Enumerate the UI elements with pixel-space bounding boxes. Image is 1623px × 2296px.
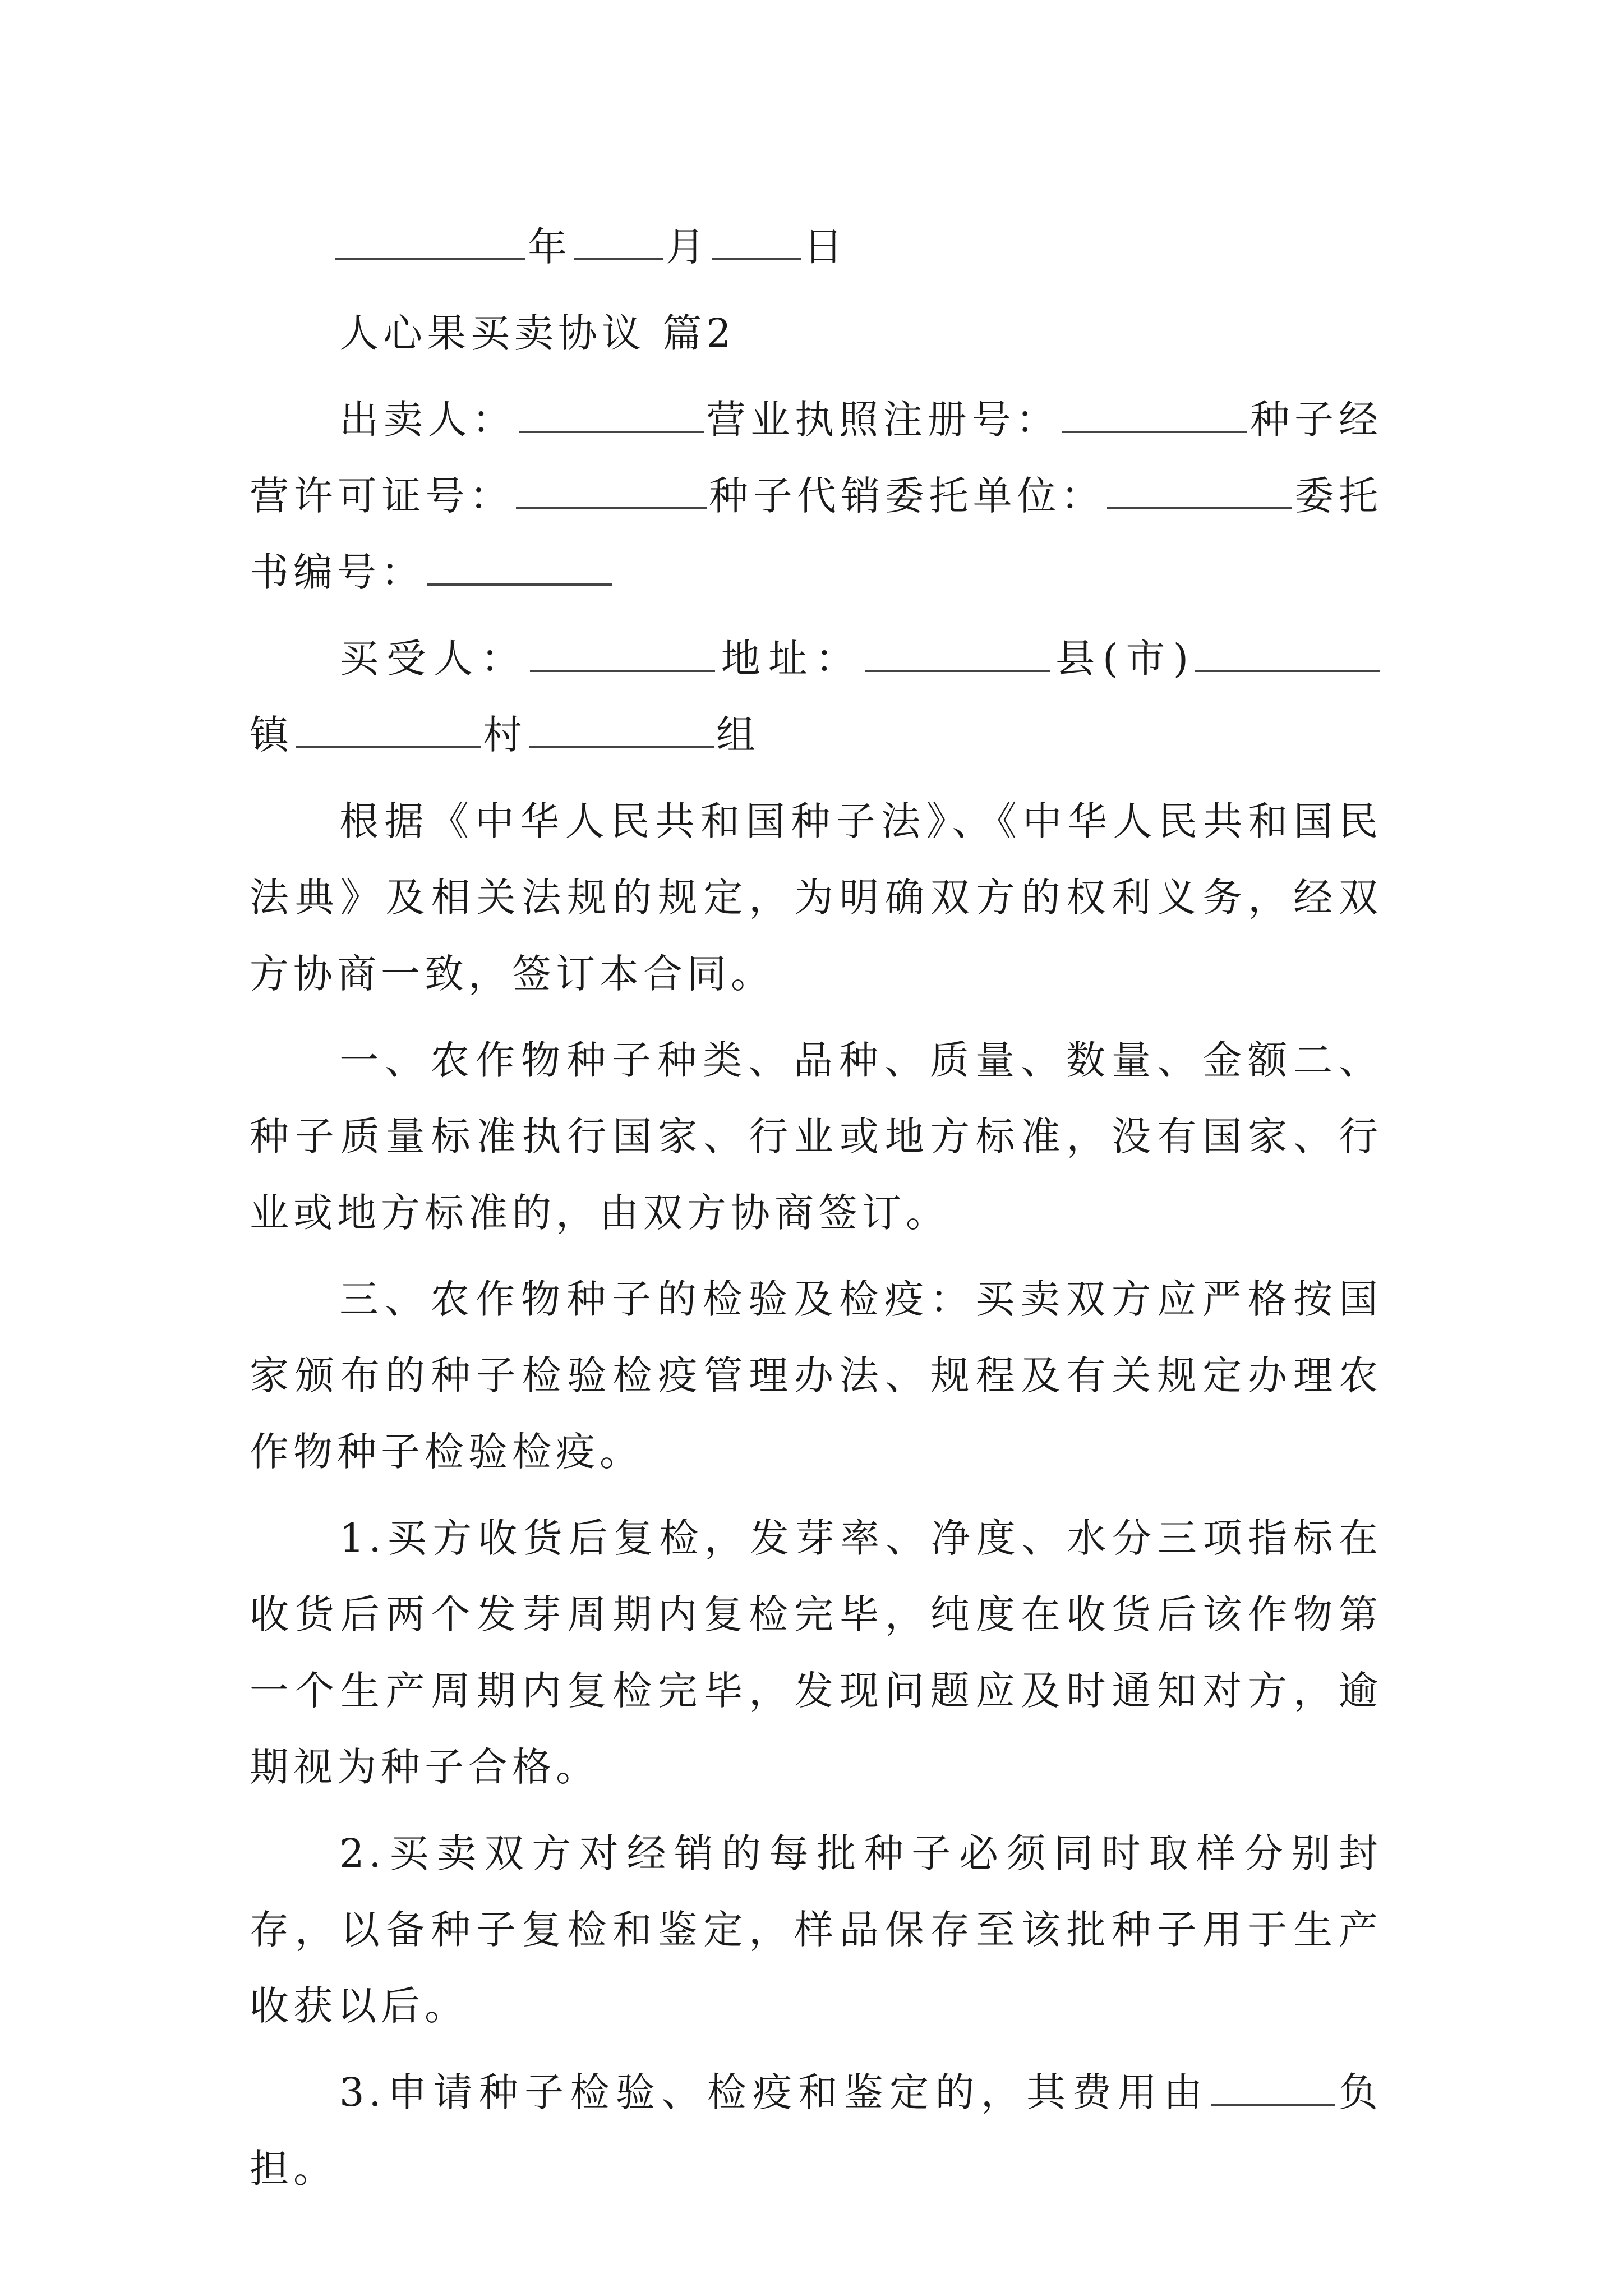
month-label: 月 bbox=[666, 224, 709, 270]
town-label: 镇 bbox=[250, 712, 293, 758]
year-blank[interactable] bbox=[335, 222, 525, 260]
town-blank[interactable] bbox=[296, 710, 481, 748]
buyer-info bbox=[250, 620, 1382, 773]
buyer-label: 买受人： bbox=[339, 636, 528, 682]
county-blank[interactable] bbox=[1195, 634, 1380, 672]
paragraph-clause-1-2: 一、农作物种子种类、品种、质量、数量、金额二、种子质量标准执行国家、行业或地方标准，没有国家、行业或地方标准的，由双方协商签订。 bbox=[250, 1037, 1382, 1236]
buyer-blank[interactable] bbox=[530, 634, 715, 672]
document-body bbox=[250, 209, 1382, 2217]
day-label: 日 bbox=[804, 224, 847, 270]
item-3-text: 3.申请种子检验、检疫和鉴定的，其费用由 bbox=[339, 2069, 1209, 2115]
paragraph-item-2: 2.买卖双方对经销的每批种子必须同时取样分别封存，以备种子复检和鉴定，样品保存至该批种子用于生产收获以后。 bbox=[250, 1830, 1382, 2029]
seller-info bbox=[250, 381, 1382, 610]
entrust-label: 委托书编号： bbox=[250, 473, 1383, 595]
fee-payer-blank[interactable] bbox=[1211, 2068, 1335, 2106]
day-blank[interactable] bbox=[712, 222, 801, 260]
month-blank[interactable] bbox=[574, 222, 663, 260]
item-3-end: 负担。 bbox=[250, 2069, 1383, 2192]
license-label: 营业执照注册号： bbox=[706, 397, 1061, 443]
paragraph-legal-basis: 根据《中华人民共和国种子法》、《中华人民共和国民法典》及相关法规的规定，为明确双方的权利义务，经双方协商一致，签订本合同。 bbox=[250, 798, 1382, 997]
village-blank[interactable] bbox=[529, 710, 714, 748]
agent-blank[interactable] bbox=[1107, 471, 1292, 509]
paragraph-item-1: 1.买方收货后复检，发芽率、净度、水分三项指标在收货后两个发芽周期内复检完毕，纯度在收货后该作物第一个生产周期内复检完毕，发现问题应及时通知对方，逾期视为种子合格。 bbox=[250, 1515, 1382, 1790]
paragraph-clause-3: 三、农作物种子的检验及检疫：买卖双方应严格按国家颁布的种子检验检疫管理办法、规程及有关规定办理农作物种子检验检疫。 bbox=[250, 1276, 1382, 1475]
group-label: 组 bbox=[716, 712, 760, 758]
entrust-blank[interactable] bbox=[427, 547, 612, 586]
permit-label: 种子经营许可证号： bbox=[250, 397, 1382, 519]
county-label: 县(市) bbox=[1052, 636, 1193, 682]
seller-blank[interactable] bbox=[519, 395, 704, 433]
year-label: 年 bbox=[528, 224, 571, 270]
village-label: 村 bbox=[483, 712, 527, 758]
section-heading: 人心果买卖协议 篇2 bbox=[339, 310, 736, 356]
address-blank[interactable] bbox=[865, 634, 1050, 672]
agent-label: 种子代销委托单位： bbox=[708, 473, 1105, 519]
permit-blank[interactable] bbox=[516, 471, 707, 509]
date-line bbox=[250, 209, 1382, 285]
seller-label: 出卖人： bbox=[339, 397, 517, 443]
license-blank[interactable] bbox=[1062, 395, 1247, 433]
paragraph-item-3 bbox=[250, 2054, 1382, 2207]
address-label: 地址： bbox=[717, 636, 863, 682]
